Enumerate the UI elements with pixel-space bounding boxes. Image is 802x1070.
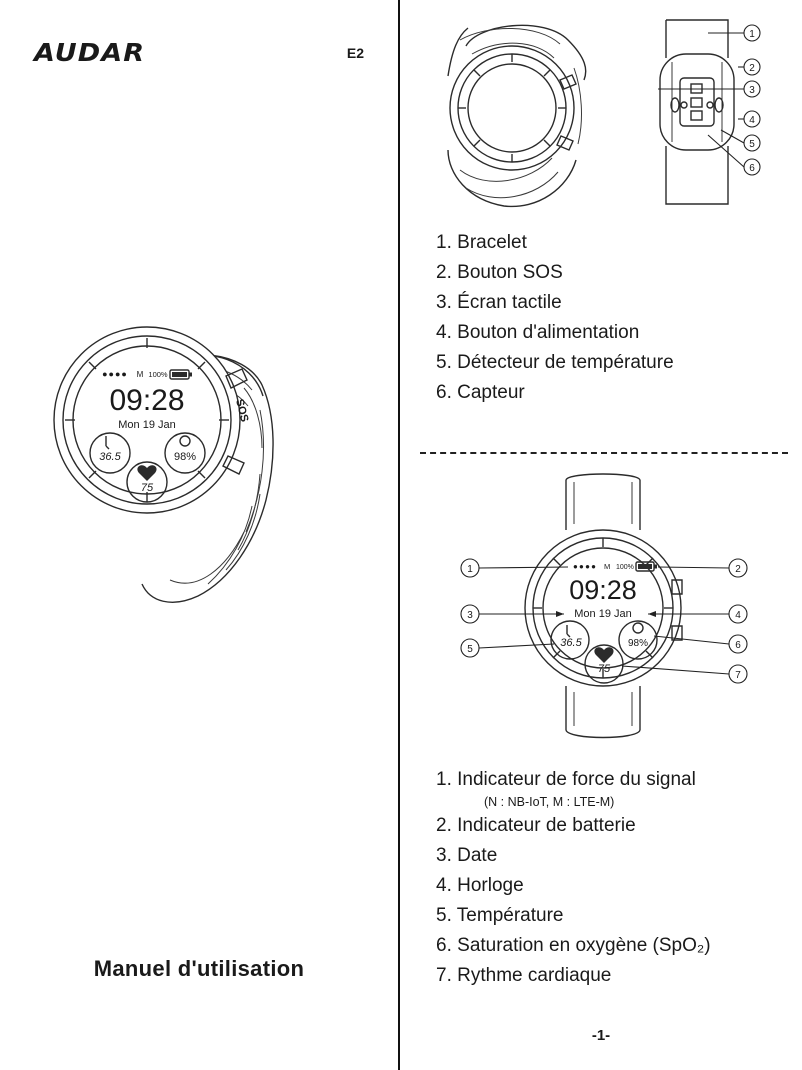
- svg-text:M: M: [604, 562, 611, 571]
- page-number: -1-: [591, 1027, 611, 1044]
- svg-text:●●●●: ●●●●: [573, 562, 598, 571]
- legend-item: 3. Écran tactile: [436, 292, 562, 314]
- svg-text:75: 75: [597, 663, 611, 675]
- svg-text:4: 4: [735, 610, 741, 621]
- svg-text:98%: 98%: [627, 638, 649, 649]
- svg-text:M: M: [136, 370, 144, 379]
- svg-text:36.5: 36.5: [560, 637, 582, 649]
- svg-text:100%: 100%: [616, 564, 634, 571]
- svg-text:Mon 19 Jan: Mon 19 Jan: [118, 419, 176, 431]
- legend-item: 2. Indicateur de batterie: [436, 814, 636, 836]
- legend-item: 5. Température: [436, 904, 564, 926]
- model-label: E2: [346, 45, 364, 61]
- svg-text:1: 1: [467, 564, 473, 575]
- svg-text:Mon 19 Jan: Mon 19 Jan: [574, 608, 632, 620]
- svg-text:5: 5: [467, 644, 473, 655]
- svg-text:6: 6: [749, 163, 755, 174]
- screen-diagram: [408, 468, 798, 753]
- left-column: [0, 0, 400, 1070]
- manual-title: Manuel d'utilisation: [93, 956, 305, 981]
- legend-sub-note: (N : NB-IoT, M : LTE-M): [484, 795, 615, 810]
- svg-text:1: 1: [749, 29, 755, 40]
- svg-text:2: 2: [735, 564, 741, 575]
- right-column: [400, 0, 802, 1070]
- legend-item: 6. Saturation en oxygène (SpO₂): [436, 934, 711, 956]
- watch-illustration-main: [30, 250, 370, 640]
- legend-item: 5. Détecteur de température: [436, 352, 674, 374]
- svg-text:SOS: SOS: [233, 397, 251, 424]
- svg-text:36.5: 36.5: [99, 451, 121, 463]
- legend-item: 1. Indicateur de force du signal: [436, 769, 696, 790]
- svg-text:4: 4: [749, 115, 755, 126]
- svg-text:2: 2: [749, 63, 755, 74]
- screen-legend: [436, 765, 711, 991]
- svg-text:09:28: 09:28: [569, 575, 637, 605]
- svg-text:100%: 100%: [148, 370, 168, 379]
- signal-dots: ●●●●: [102, 369, 128, 379]
- svg-text:3: 3: [467, 610, 473, 621]
- legend-item: 2. Bouton SOS: [436, 262, 563, 284]
- hardware-diagram: [408, 10, 798, 220]
- hardware-legend: [436, 228, 674, 408]
- legend-item: 3. Date: [436, 844, 498, 866]
- svg-text:09:28: 09:28: [109, 384, 185, 417]
- legend-item: 4. Bouton d'alimentation: [436, 322, 640, 344]
- legend-item: 1. Bracelet: [436, 232, 527, 253]
- svg-text:7: 7: [735, 670, 741, 681]
- svg-text:3: 3: [749, 85, 755, 96]
- legend-item: 7. Rythme cardiaque: [436, 964, 612, 986]
- section-divider: [420, 452, 788, 454]
- legend-item: 4. Horloge: [436, 874, 524, 896]
- svg-text:6: 6: [735, 640, 741, 651]
- svg-text:5: 5: [749, 139, 755, 150]
- svg-text:75: 75: [140, 482, 154, 494]
- legend-item: 6. Capteur: [436, 382, 525, 404]
- svg-text:98%: 98%: [173, 451, 197, 463]
- brand-logo: AUDAR: [34, 38, 146, 67]
